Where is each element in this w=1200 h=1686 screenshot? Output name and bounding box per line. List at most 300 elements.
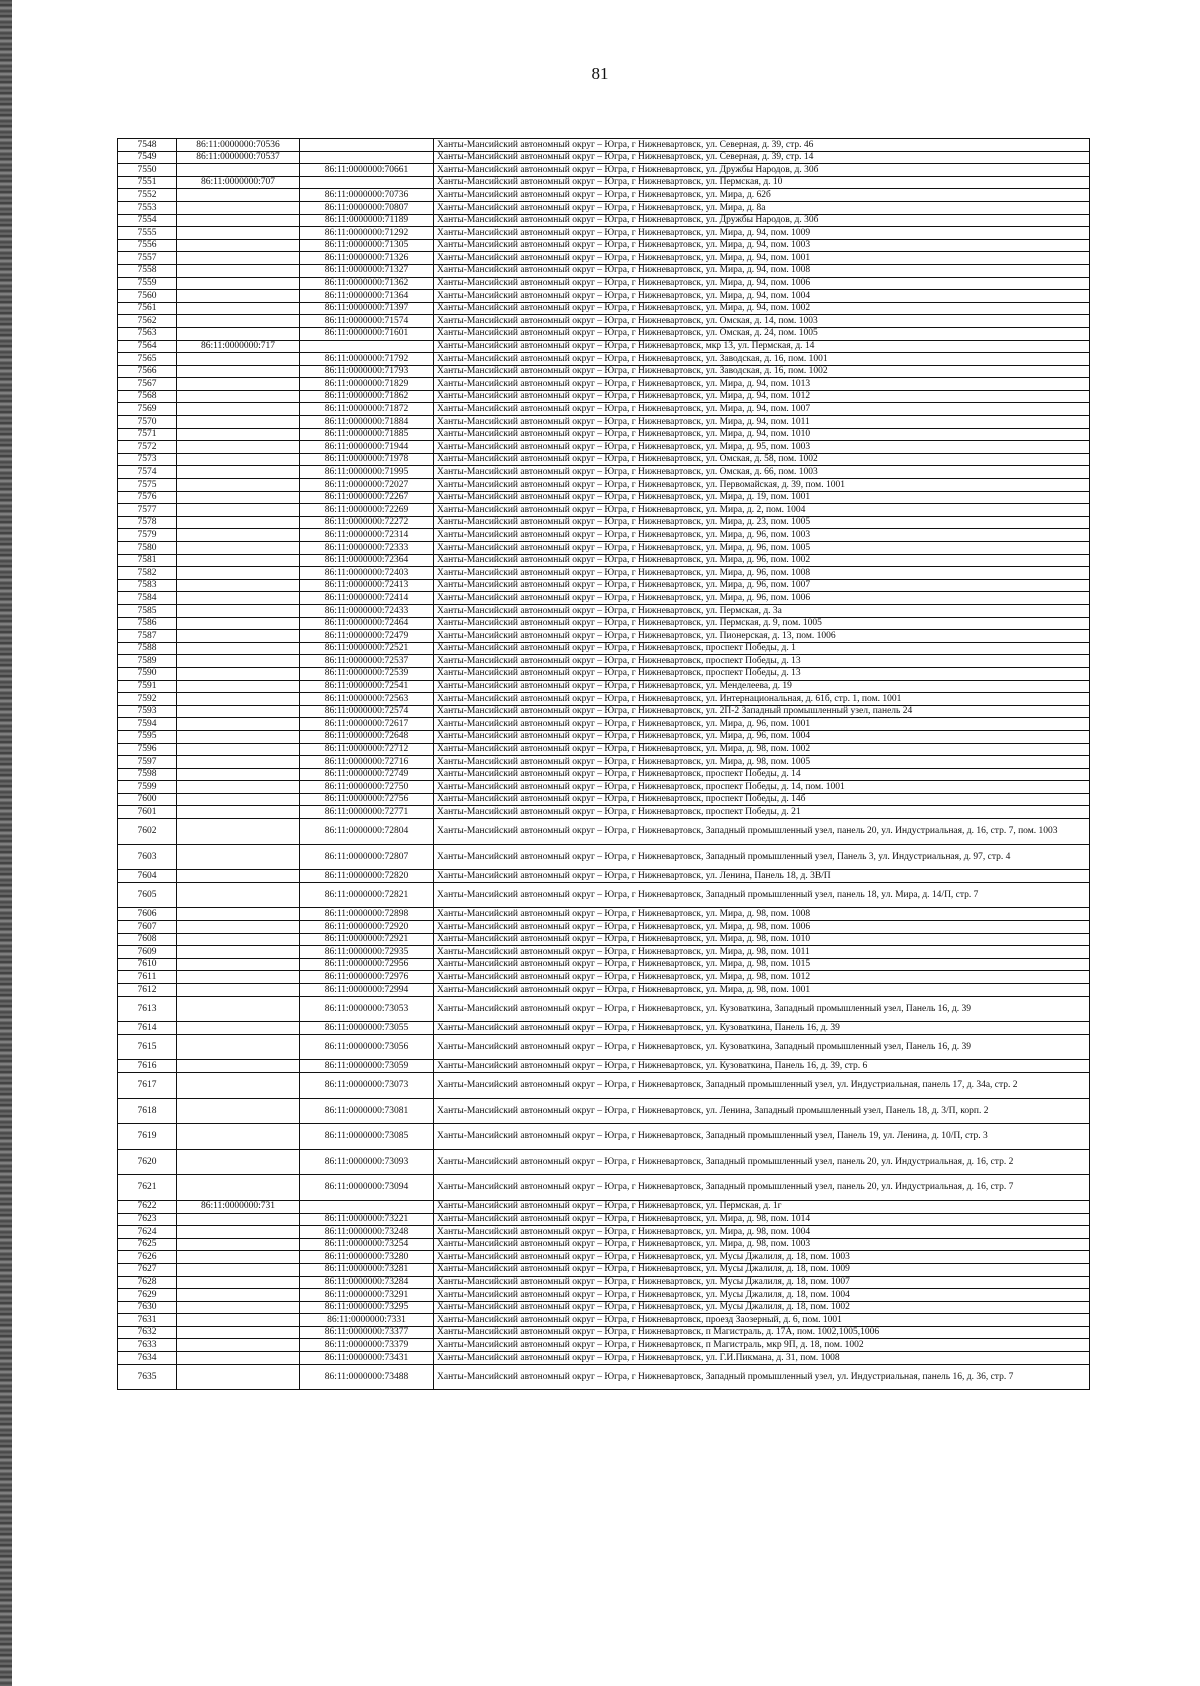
row-number-cell: 7580 bbox=[118, 542, 177, 555]
table-row bbox=[118, 390, 1090, 403]
land-cadastral-number-cell bbox=[177, 1124, 300, 1150]
land-cadastral-number-cell bbox=[177, 479, 300, 492]
table-row bbox=[118, 946, 1090, 959]
land-cadastral-number-cell bbox=[177, 730, 300, 743]
address-cell: Ханты-Мансийский автономный округ – Югра, г Нижневартовск, ул. Г.И.Пикмана, д. 31, пом. 1008 bbox=[434, 1352, 1090, 1365]
land-cadastral-number-cell bbox=[177, 227, 300, 240]
building-cadastral-number-cell: 86:11:0000000:72898 bbox=[300, 908, 434, 921]
address-cell: Ханты-Мансийский автономный округ – Югра, г Нижневартовск, ул. Кузоваткина, Западный промышленный узел, Панель 16, д. 39 bbox=[434, 1034, 1090, 1060]
address-cell: Ханты-Мансийский автономный округ – Югра, г Нижневартовск, ул. Дружбы Народов, д. 30б bbox=[434, 164, 1090, 177]
land-cadastral-number-cell bbox=[177, 353, 300, 366]
row-number-cell: 7594 bbox=[118, 718, 177, 731]
row-number-cell: 7609 bbox=[118, 946, 177, 959]
table-row bbox=[118, 1060, 1090, 1073]
building-cadastral-number-cell: 86:11:0000000:73093 bbox=[300, 1149, 434, 1175]
table-row bbox=[118, 1276, 1090, 1289]
page-number: 81 bbox=[591, 64, 609, 83]
row-number-cell: 7603 bbox=[118, 844, 177, 870]
address-cell: Ханты-Мансийский автономный округ – Югра, г Нижневартовск, Западный промышленный узел, панель 20, ул. Индустриальная, д. 16, стр. 7, пом. 1003 bbox=[434, 819, 1090, 845]
address-cell: Ханты-Мансийский автономный округ – Югра, г Нижневартовск, ул. Кузоваткина, Панель 16, д. 39 bbox=[434, 1022, 1090, 1035]
land-cadastral-number-cell bbox=[177, 164, 300, 177]
land-cadastral-number-cell bbox=[177, 592, 300, 605]
address-cell: Ханты-Мансийский автономный округ – Югра, г Нижневартовск, ул. Мира, д. 96, пом. 1002 bbox=[434, 554, 1090, 567]
address-cell: Ханты-Мансийский автономный округ – Югра, г Нижневартовск, ул. Мира, д. 98, пом. 1014 bbox=[434, 1213, 1090, 1226]
address-cell: Ханты-Мансийский автономный округ – Югра, г Нижневартовск, ул. Мира, д. 98, пом. 1003 bbox=[434, 1238, 1090, 1251]
building-cadastral-number-cell: 86:11:0000000:71995 bbox=[300, 466, 434, 479]
address-cell: Ханты-Мансийский автономный округ – Югра, г Нижневартовск, ул. Северная, д. 39, стр. 46 bbox=[434, 139, 1090, 152]
address-cell: Ханты-Мансийский автономный округ – Югра, г Нижневартовск, п Магистраль, мкр 9П, д. 18, пом. 1002 bbox=[434, 1339, 1090, 1352]
land-cadastral-number-cell bbox=[177, 933, 300, 946]
land-cadastral-number-cell bbox=[177, 768, 300, 781]
land-cadastral-number-cell bbox=[177, 378, 300, 391]
row-number-cell: 7599 bbox=[118, 781, 177, 794]
building-cadastral-number-cell: 86:11:0000000:73055 bbox=[300, 1022, 434, 1035]
table-row bbox=[118, 1364, 1090, 1390]
building-cadastral-number-cell: 86:11:0000000:72920 bbox=[300, 921, 434, 934]
row-number-cell: 7625 bbox=[118, 1238, 177, 1251]
address-cell: Ханты-Мансийский автономный округ – Югра, г Нижневартовск, ул. Заводская, д. 16, пом. 1002 bbox=[434, 365, 1090, 378]
building-cadastral-number-cell: 86:11:0000000:72756 bbox=[300, 793, 434, 806]
table-row bbox=[118, 730, 1090, 743]
building-cadastral-number-cell: 86:11:0000000:72314 bbox=[300, 529, 434, 542]
table-row bbox=[118, 327, 1090, 340]
building-cadastral-number-cell: 86:11:0000000:72267 bbox=[300, 491, 434, 504]
address-cell: Ханты-Мансийский автономный округ – Югра, г Нижневартовск, ул. Омская, д. 66, пом. 1003 bbox=[434, 466, 1090, 479]
building-cadastral-number-cell: 86:11:0000000:72269 bbox=[300, 504, 434, 517]
land-cadastral-number-cell bbox=[177, 1289, 300, 1302]
address-cell: Ханты-Мансийский автономный округ – Югра, г Нижневартовск, ул. 2П-2 Западный промышленный узел, панель 24 bbox=[434, 705, 1090, 718]
land-cadastral-number-cell bbox=[177, 529, 300, 542]
table-row bbox=[118, 617, 1090, 630]
building-cadastral-number-cell: 86:11:0000000:72821 bbox=[300, 882, 434, 908]
address-cell: Ханты-Мансийский автономный округ – Югра, г Нижневартовск, ул. Мира, д. 94, пом. 1006 bbox=[434, 277, 1090, 290]
row-number-cell: 7610 bbox=[118, 958, 177, 971]
building-cadastral-number-cell: 86:11:0000000:72272 bbox=[300, 516, 434, 529]
building-cadastral-number-cell: 86:11:0000000:73431 bbox=[300, 1352, 434, 1365]
table-row bbox=[118, 453, 1090, 466]
row-number-cell: 7591 bbox=[118, 680, 177, 693]
address-cell: Ханты-Мансийский автономный округ – Югра, г Нижневартовск, ул. Мира, д. 2, пом. 1004 bbox=[434, 504, 1090, 517]
row-number-cell: 7564 bbox=[118, 340, 177, 353]
building-cadastral-number-cell bbox=[300, 151, 434, 164]
address-cell: Ханты-Мансийский автономный округ – Югра, г Нижневартовск, ул. Мира, д. 98, пом. 1004 bbox=[434, 1226, 1090, 1239]
building-cadastral-number-cell: 86:11:0000000:72749 bbox=[300, 768, 434, 781]
table-row bbox=[118, 365, 1090, 378]
row-number-cell: 7604 bbox=[118, 870, 177, 883]
row-number-cell: 7552 bbox=[118, 189, 177, 202]
table-row bbox=[118, 151, 1090, 164]
building-cadastral-number-cell: 86:11:0000000:72403 bbox=[300, 567, 434, 580]
building-cadastral-number-cell: 86:11:0000000:70736 bbox=[300, 189, 434, 202]
land-cadastral-number-cell bbox=[177, 1339, 300, 1352]
table-row bbox=[118, 793, 1090, 806]
address-cell: Ханты-Мансийский автономный округ – Югра, г Нижневартовск, проспект Победы, д. 14 bbox=[434, 768, 1090, 781]
table-row bbox=[118, 579, 1090, 592]
table-row bbox=[118, 1200, 1090, 1213]
building-cadastral-number-cell: 86:11:0000000:72521 bbox=[300, 642, 434, 655]
address-cell: Ханты-Мансийский автономный округ – Югра, г Нижневартовск, ул. Мусы Джалиля, д. 18, пом. 1003 bbox=[434, 1251, 1090, 1264]
land-cadastral-number-cell bbox=[177, 680, 300, 693]
land-cadastral-number-cell bbox=[177, 390, 300, 403]
land-cadastral-number-cell bbox=[177, 617, 300, 630]
land-cadastral-number-cell bbox=[177, 781, 300, 794]
address-cell: Ханты-Мансийский автономный округ – Югра, г Нижневартовск, ул. Заводская, д. 16, пом. 1001 bbox=[434, 353, 1090, 366]
land-cadastral-number-cell bbox=[177, 491, 300, 504]
building-cadastral-number-cell: 86:11:0000000:7331 bbox=[300, 1314, 434, 1327]
land-cadastral-number-cell bbox=[177, 453, 300, 466]
building-cadastral-number-cell: 86:11:0000000:71872 bbox=[300, 403, 434, 416]
land-cadastral-number-cell bbox=[177, 504, 300, 517]
address-cell: Ханты-Мансийский автономный округ – Югра, г Нижневартовск, ул. Мира, д. 94, пом. 1001 bbox=[434, 252, 1090, 265]
land-cadastral-number-cell bbox=[177, 264, 300, 277]
table-row bbox=[118, 958, 1090, 971]
table-row bbox=[118, 819, 1090, 845]
row-number-cell: 7551 bbox=[118, 176, 177, 189]
address-cell: Ханты-Мансийский автономный округ – Югра, г Нижневартовск, ул. Мира, д. 19, пом. 1001 bbox=[434, 491, 1090, 504]
row-number-cell: 7590 bbox=[118, 667, 177, 680]
land-cadastral-number-cell bbox=[177, 1352, 300, 1365]
table-row bbox=[118, 908, 1090, 921]
address-cell: Ханты-Мансийский автономный округ – Югра, г Нижневартовск, Западный промышленный узел, ул. Индустриальная, панель 16, д. 36, стр. 7 bbox=[434, 1364, 1090, 1390]
building-cadastral-number-cell: 86:11:0000000:72413 bbox=[300, 579, 434, 592]
building-cadastral-number-cell bbox=[300, 340, 434, 353]
land-cadastral-number-cell bbox=[177, 996, 300, 1022]
table-row bbox=[118, 542, 1090, 555]
address-cell: Ханты-Мансийский автономный округ – Югра, г Нижневартовск, ул. Мира, д. 62б bbox=[434, 189, 1090, 202]
table-row bbox=[118, 1213, 1090, 1226]
address-cell: Ханты-Мансийский автономный округ – Югра, г Нижневартовск, ул. Мира, д. 95, пом. 1003 bbox=[434, 441, 1090, 454]
table-row bbox=[118, 921, 1090, 934]
row-number-cell: 7576 bbox=[118, 491, 177, 504]
land-cadastral-number-cell bbox=[177, 642, 300, 655]
address-cell: Ханты-Мансийский автономный округ – Югра, г Нижневартовск, ул. Омская, д. 24, пом. 1005 bbox=[434, 327, 1090, 340]
land-cadastral-number-cell bbox=[177, 743, 300, 756]
table-row bbox=[118, 1301, 1090, 1314]
building-cadastral-number-cell: 86:11:0000000:71978 bbox=[300, 453, 434, 466]
address-cell: Ханты-Мансийский автономный округ – Югра, г Нижневартовск, ул. Ленина, Западный промышленный узел, Панель 18, д. 3/П, корп. 2 bbox=[434, 1098, 1090, 1124]
row-number-cell: 7622 bbox=[118, 1200, 177, 1213]
land-cadastral-number-cell bbox=[177, 302, 300, 315]
address-cell: Ханты-Мансийский автономный округ – Югра, г Нижневартовск, ул. Мира, д. 98, пом. 1012 bbox=[434, 971, 1090, 984]
land-cadastral-number-cell bbox=[177, 1263, 300, 1276]
land-cadastral-number-cell bbox=[177, 655, 300, 668]
address-cell: Ханты-Мансийский автономный округ – Югра, г Нижневартовск, ул. Мира, д. 94, пом. 1009 bbox=[434, 227, 1090, 240]
land-cadastral-number-cell bbox=[177, 428, 300, 441]
building-cadastral-number-cell: 86:11:0000000:72333 bbox=[300, 542, 434, 555]
table-row bbox=[118, 516, 1090, 529]
land-cadastral-number-cell: 86:11:0000000:717 bbox=[177, 340, 300, 353]
address-cell: Ханты-Мансийский автономный округ – Югра, г Нижневартовск, ул. Мира, д. 94, пом. 1004 bbox=[434, 290, 1090, 303]
building-cadastral-number-cell: 86:11:0000000:72563 bbox=[300, 693, 434, 706]
table-row bbox=[118, 592, 1090, 605]
address-cell: Ханты-Мансийский автономный округ – Югра, г Нижневартовск, ул. Мира, д. 94, пом. 1013 bbox=[434, 378, 1090, 391]
land-cadastral-number-cell bbox=[177, 1034, 300, 1060]
row-number-cell: 7618 bbox=[118, 1098, 177, 1124]
row-number-cell: 7565 bbox=[118, 353, 177, 366]
building-cadastral-number-cell: 86:11:0000000:73281 bbox=[300, 1263, 434, 1276]
building-cadastral-number-cell: 86:11:0000000:73081 bbox=[300, 1098, 434, 1124]
table-row bbox=[118, 1263, 1090, 1276]
building-cadastral-number-cell: 86:11:0000000:73284 bbox=[300, 1276, 434, 1289]
table-row bbox=[118, 680, 1090, 693]
address-cell: Ханты-Мансийский автономный округ – Югра, г Нижневартовск, ул. Дружбы Народов, д. 30б bbox=[434, 214, 1090, 227]
building-cadastral-number-cell: 86:11:0000000:72464 bbox=[300, 617, 434, 630]
address-cell: Ханты-Мансийский автономный округ – Югра, г Нижневартовск, ул. Мира, д. 94, пом. 1012 bbox=[434, 390, 1090, 403]
land-cadastral-number-cell bbox=[177, 1098, 300, 1124]
building-cadastral-number-cell: 86:11:0000000:73254 bbox=[300, 1238, 434, 1251]
address-cell: Ханты-Мансийский автономный округ – Югра, г Нижневартовск, ул. Пионерская, д. 13, пом. 1006 bbox=[434, 630, 1090, 643]
row-number-cell: 7574 bbox=[118, 466, 177, 479]
table-row bbox=[118, 630, 1090, 643]
table-row bbox=[118, 933, 1090, 946]
building-cadastral-number-cell: 86:11:0000000:72539 bbox=[300, 667, 434, 680]
land-cadastral-number-cell bbox=[177, 277, 300, 290]
table-row bbox=[118, 302, 1090, 315]
building-cadastral-number-cell: 86:11:0000000:71326 bbox=[300, 252, 434, 265]
land-cadastral-number-cell bbox=[177, 466, 300, 479]
table-row bbox=[118, 1022, 1090, 1035]
land-cadastral-number-cell bbox=[177, 958, 300, 971]
table-row bbox=[118, 554, 1090, 567]
land-cadastral-number-cell bbox=[177, 756, 300, 769]
address-cell: Ханты-Мансийский автономный округ – Югра, г Нижневартовск, ул. Мира, д. 94, пом. 1008 bbox=[434, 264, 1090, 277]
land-cadastral-number-cell bbox=[177, 214, 300, 227]
land-cadastral-number-cell bbox=[177, 1149, 300, 1175]
row-number-cell: 7595 bbox=[118, 730, 177, 743]
row-number-cell: 7573 bbox=[118, 453, 177, 466]
land-cadastral-number-cell bbox=[177, 327, 300, 340]
building-cadastral-number-cell: 86:11:0000000:73377 bbox=[300, 1326, 434, 1339]
building-cadastral-number-cell: 86:11:0000000:72479 bbox=[300, 630, 434, 643]
table-row bbox=[118, 353, 1090, 366]
building-cadastral-number-cell: 86:11:0000000:73085 bbox=[300, 1124, 434, 1150]
row-number-cell: 7630 bbox=[118, 1301, 177, 1314]
row-number-cell: 7548 bbox=[118, 139, 177, 152]
row-number-cell: 7624 bbox=[118, 1226, 177, 1239]
address-cell: Ханты-Мансийский автономный округ – Югра, г Нижневартовск, мкр 13, ул. Пермская, д. 14 bbox=[434, 340, 1090, 353]
address-cell: Ханты-Мансийский автономный округ – Югра, г Нижневартовск, ул. Пермская, д. 9, пом. 1005 bbox=[434, 617, 1090, 630]
objects-table bbox=[117, 138, 1090, 1390]
table-row bbox=[118, 340, 1090, 353]
building-cadastral-number-cell: 86:11:0000000:73295 bbox=[300, 1301, 434, 1314]
table-row bbox=[118, 667, 1090, 680]
land-cadastral-number-cell bbox=[177, 1022, 300, 1035]
row-number-cell: 7634 bbox=[118, 1352, 177, 1365]
land-cadastral-number-cell bbox=[177, 882, 300, 908]
table-row bbox=[118, 529, 1090, 542]
address-cell: Ханты-Мансийский автономный округ – Югра, г Нижневартовск, ул. Мира, д. 98, пом. 1015 bbox=[434, 958, 1090, 971]
table-row bbox=[118, 781, 1090, 794]
row-number-cell: 7566 bbox=[118, 365, 177, 378]
row-number-cell: 7568 bbox=[118, 390, 177, 403]
building-cadastral-number-cell: 86:11:0000000:73379 bbox=[300, 1339, 434, 1352]
row-number-cell: 7555 bbox=[118, 227, 177, 240]
address-cell: Ханты-Мансийский автономный округ – Югра, г Нижневартовск, ул. Мира, д. 96, пом. 1006 bbox=[434, 592, 1090, 605]
building-cadastral-number-cell: 86:11:0000000:72433 bbox=[300, 604, 434, 617]
table-row bbox=[118, 1326, 1090, 1339]
table-row bbox=[118, 1251, 1090, 1264]
address-cell: Ханты-Мансийский автономный округ – Югра, г Нижневартовск, ул. Мира, д. 8а bbox=[434, 201, 1090, 214]
building-cadastral-number-cell: 86:11:0000000:71884 bbox=[300, 416, 434, 429]
row-number-cell: 7633 bbox=[118, 1339, 177, 1352]
land-cadastral-number-cell bbox=[177, 567, 300, 580]
row-number-cell: 7579 bbox=[118, 529, 177, 542]
building-cadastral-number-cell: 86:11:0000000:73094 bbox=[300, 1175, 434, 1201]
building-cadastral-number-cell: 86:11:0000000:71792 bbox=[300, 353, 434, 366]
building-cadastral-number-cell: 86:11:0000000:72574 bbox=[300, 705, 434, 718]
address-cell: Ханты-Мансийский автономный округ – Югра, г Нижневартовск, ул. Ленина, Панель 18, д. 3В/П bbox=[434, 870, 1090, 883]
row-number-cell: 7600 bbox=[118, 793, 177, 806]
row-number-cell: 7632 bbox=[118, 1326, 177, 1339]
land-cadastral-number-cell bbox=[177, 693, 300, 706]
building-cadastral-number-cell: 86:11:0000000:73221 bbox=[300, 1213, 434, 1226]
row-number-cell: 7616 bbox=[118, 1060, 177, 1073]
row-number-cell: 7584 bbox=[118, 592, 177, 605]
table-row bbox=[118, 642, 1090, 655]
row-number-cell: 7588 bbox=[118, 642, 177, 655]
address-cell: Ханты-Мансийский автономный округ – Югра, г Нижневартовск, ул. Мира, д. 96, пом. 1004 bbox=[434, 730, 1090, 743]
row-number-cell: 7612 bbox=[118, 984, 177, 997]
building-cadastral-number-cell: 86:11:0000000:72921 bbox=[300, 933, 434, 946]
table-row bbox=[118, 466, 1090, 479]
land-cadastral-number-cell bbox=[177, 1238, 300, 1251]
row-number-cell: 7635 bbox=[118, 1364, 177, 1390]
row-number-cell: 7567 bbox=[118, 378, 177, 391]
land-cadastral-number-cell bbox=[177, 554, 300, 567]
building-cadastral-number-cell: 86:11:0000000:71364 bbox=[300, 290, 434, 303]
land-cadastral-number-cell bbox=[177, 1301, 300, 1314]
building-cadastral-number-cell bbox=[300, 1200, 434, 1213]
building-cadastral-number-cell: 86:11:0000000:72976 bbox=[300, 971, 434, 984]
building-cadastral-number-cell bbox=[300, 139, 434, 152]
table-row bbox=[118, 806, 1090, 819]
building-cadastral-number-cell: 86:11:0000000:71189 bbox=[300, 214, 434, 227]
address-cell: Ханты-Мансийский автономный округ – Югра, г Нижневартовск, ул. Мусы Джалиля, д. 18, пом. 1007 bbox=[434, 1276, 1090, 1289]
row-number-cell: 7592 bbox=[118, 693, 177, 706]
address-cell: Ханты-Мансийский автономный округ – Югра, г Нижневартовск, ул. Мусы Джалиля, д. 18, пом. 1009 bbox=[434, 1263, 1090, 1276]
table-row bbox=[118, 768, 1090, 781]
building-cadastral-number-cell: 86:11:0000000:71305 bbox=[300, 239, 434, 252]
building-cadastral-number-cell: 86:11:0000000:71327 bbox=[300, 264, 434, 277]
row-number-cell: 7615 bbox=[118, 1034, 177, 1060]
building-cadastral-number-cell: 86:11:0000000:71292 bbox=[300, 227, 434, 240]
land-cadastral-number-cell bbox=[177, 667, 300, 680]
land-cadastral-number-cell bbox=[177, 1072, 300, 1098]
table-row bbox=[118, 870, 1090, 883]
table-row bbox=[118, 1238, 1090, 1251]
table-row bbox=[118, 315, 1090, 328]
building-cadastral-number-cell: 86:11:0000000:70807 bbox=[300, 201, 434, 214]
land-cadastral-number-cell: 86:11:0000000:70537 bbox=[177, 151, 300, 164]
address-cell: Ханты-Мансийский автономный округ – Югра, г Нижневартовск, ул. Интернациональная, д. 61б, стр. 1, пом. 1001 bbox=[434, 693, 1090, 706]
table-row bbox=[118, 189, 1090, 202]
table-row bbox=[118, 201, 1090, 214]
address-cell: Ханты-Мансийский автономный округ – Югра, г Нижневартовск, проезд Заозерный, д. 6, пом. 1001 bbox=[434, 1314, 1090, 1327]
row-number-cell: 7598 bbox=[118, 768, 177, 781]
table-row bbox=[118, 290, 1090, 303]
row-number-cell: 7628 bbox=[118, 1276, 177, 1289]
address-cell: Ханты-Мансийский автономный округ – Югра, г Нижневартовск, ул. Кузоваткина, Западный промышленный узел, Панель 16, д. 39 bbox=[434, 996, 1090, 1022]
building-cadastral-number-cell: 86:11:0000000:72935 bbox=[300, 946, 434, 959]
row-number-cell: 7581 bbox=[118, 554, 177, 567]
address-cell: Ханты-Мансийский автономный округ – Югра, г Нижневартовск, Западный промышленный узел, панель 18, ул. Мира, д. 14/П, стр. 7 bbox=[434, 882, 1090, 908]
building-cadastral-number-cell: 86:11:0000000:72364 bbox=[300, 554, 434, 567]
building-cadastral-number-cell: 86:11:0000000:71829 bbox=[300, 378, 434, 391]
table-row bbox=[118, 378, 1090, 391]
building-cadastral-number-cell: 86:11:0000000:71601 bbox=[300, 327, 434, 340]
address-cell: Ханты-Мансийский автономный округ – Югра, г Нижневартовск, Западный промышленный узел, ул. Индустриальная, панель 17, д. 34а, стр. 2 bbox=[434, 1072, 1090, 1098]
address-cell: Ханты-Мансийский автономный округ – Югра, г Нижневартовск, Западный промышленный узел, Панель 19, ул. Ленина, д. 10/П, стр. 3 bbox=[434, 1124, 1090, 1150]
table-row bbox=[118, 996, 1090, 1022]
row-number-cell: 7617 bbox=[118, 1072, 177, 1098]
address-cell: Ханты-Мансийский автономный округ – Югра, г Нижневартовск, проспект Победы, д. 14, пом. 1001 bbox=[434, 781, 1090, 794]
row-number-cell: 7619 bbox=[118, 1124, 177, 1150]
table-row bbox=[118, 1339, 1090, 1352]
building-cadastral-number-cell: 86:11:0000000:73053 bbox=[300, 996, 434, 1022]
table-row bbox=[118, 227, 1090, 240]
table-row bbox=[118, 428, 1090, 441]
land-cadastral-number-cell bbox=[177, 1251, 300, 1264]
address-cell: Ханты-Мансийский автономный округ – Югра, г Нижневартовск, ул. Мусы Джалиля, д. 18, пом. 1002 bbox=[434, 1301, 1090, 1314]
building-cadastral-number-cell: 86:11:0000000:73073 bbox=[300, 1072, 434, 1098]
land-cadastral-number-cell bbox=[177, 1213, 300, 1226]
table-row bbox=[118, 1352, 1090, 1365]
building-cadastral-number-cell: 86:11:0000000:71793 bbox=[300, 365, 434, 378]
land-cadastral-number-cell bbox=[177, 365, 300, 378]
row-number-cell: 7586 bbox=[118, 617, 177, 630]
row-number-cell: 7614 bbox=[118, 1022, 177, 1035]
table-row bbox=[118, 693, 1090, 706]
table-row bbox=[118, 655, 1090, 668]
land-cadastral-number-cell bbox=[177, 315, 300, 328]
building-cadastral-number-cell: 86:11:0000000:72804 bbox=[300, 819, 434, 845]
building-cadastral-number-cell: 86:11:0000000:72820 bbox=[300, 870, 434, 883]
address-cell: Ханты-Мансийский автономный округ – Югра, г Нижневартовск, проспект Победы, д. 14б bbox=[434, 793, 1090, 806]
land-cadastral-number-cell bbox=[177, 604, 300, 617]
land-cadastral-number-cell bbox=[177, 579, 300, 592]
row-number-cell: 7629 bbox=[118, 1289, 177, 1302]
table-row bbox=[118, 743, 1090, 756]
row-number-cell: 7597 bbox=[118, 756, 177, 769]
address-cell: Ханты-Мансийский автономный округ – Югра, г Нижневартовск, ул. Северная, д. 39, стр. 14 bbox=[434, 151, 1090, 164]
address-cell: Ханты-Мансийский автономный округ – Югра, г Нижневартовск, ул. Мира, д. 23, пом. 1005 bbox=[434, 516, 1090, 529]
row-number-cell: 7582 bbox=[118, 567, 177, 580]
land-cadastral-number-cell: 86:11:0000000:70536 bbox=[177, 139, 300, 152]
land-cadastral-number-cell bbox=[177, 1276, 300, 1289]
address-cell: Ханты-Мансийский автономный округ – Югра, г Нижневартовск, ул. Мира, д. 98, пом. 1010 bbox=[434, 933, 1090, 946]
row-number-cell: 7589 bbox=[118, 655, 177, 668]
row-number-cell: 7571 bbox=[118, 428, 177, 441]
address-cell: Ханты-Мансийский автономный округ – Югра, г Нижневартовск, ул. Мира, д. 98, пом. 1006 bbox=[434, 921, 1090, 934]
address-cell: Ханты-Мансийский автономный округ – Югра, г Нижневартовск, ул. Кузоваткина, Панель 16, д. 39, стр. 6 bbox=[434, 1060, 1090, 1073]
land-cadastral-number-cell bbox=[177, 793, 300, 806]
address-cell: Ханты-Мансийский автономный округ – Югра, г Нижневартовск, ул. Мира, д. 94, пом. 1010 bbox=[434, 428, 1090, 441]
land-cadastral-number-cell bbox=[177, 252, 300, 265]
building-cadastral-number-cell: 86:11:0000000:72956 bbox=[300, 958, 434, 971]
address-cell: Ханты-Мансийский автономный округ – Югра, г Нижневартовск, ул. Мира, д. 94, пом. 1007 bbox=[434, 403, 1090, 416]
building-cadastral-number-cell: 86:11:0000000:73059 bbox=[300, 1060, 434, 1073]
address-cell: Ханты-Мансийский автономный округ – Югра, г Нижневартовск, ул. Омская, д. 14, пом. 1003 bbox=[434, 315, 1090, 328]
address-cell: Ханты-Мансийский автономный округ – Югра, г Нижневартовск, п Магистраль, д. 17А, пом. 1002,1005,1006 bbox=[434, 1326, 1090, 1339]
row-number-cell: 7620 bbox=[118, 1149, 177, 1175]
land-cadastral-number-cell bbox=[177, 1175, 300, 1201]
land-cadastral-number-cell bbox=[177, 290, 300, 303]
building-cadastral-number-cell: 86:11:0000000:72712 bbox=[300, 743, 434, 756]
table-body bbox=[118, 139, 1090, 1390]
building-cadastral-number-cell: 86:11:0000000:71397 bbox=[300, 302, 434, 315]
row-number-cell: 7602 bbox=[118, 819, 177, 845]
table-row bbox=[118, 1034, 1090, 1060]
